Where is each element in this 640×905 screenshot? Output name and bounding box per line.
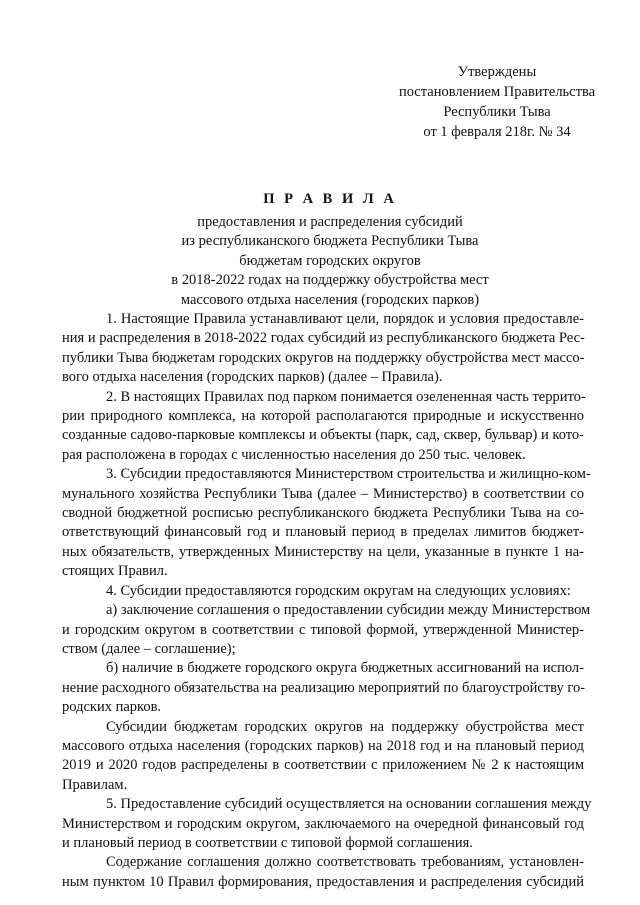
text-line: рии природного комплекса, на которой располагаются природные и искусственно — [62, 408, 584, 425]
text-line: 4. Субсидии предоставляются городским округам на следующих условиях: — [106, 582, 571, 599]
text-line: рая расположена в городах с численностью населения до 250 тыс. человек. — [62, 446, 526, 463]
text-line: 2019 и 2020 годов распределены в соответствии с приложением № 2 к настоящим — [62, 757, 584, 774]
text-line: б) наличие в бюджете городского округа бюджетных ассигнований на испол- — [106, 660, 584, 677]
text-line: ством (далее – соглашение); — [62, 640, 236, 657]
text-line: а) заключение соглашения о предоставлении субсидии между Министерством — [106, 602, 591, 619]
text-line: и плановый период в соответствии с типовой формой соглашения. — [62, 834, 473, 851]
subtitle-line: бюджетам городских округов — [239, 252, 421, 269]
text-line: 1. Настоящие Правила устанавливают цели, порядок и условия предоставле- — [106, 311, 584, 327]
text-line: Содержание соглашения должно соответствовать требованиям, установлен- — [106, 854, 584, 871]
approval-stamp — [392, 62, 602, 142]
text-line: вого отдыха населения (городских парков) (далее – Правила). — [62, 369, 443, 386]
text-line: ответствующий финансовый год и плановый период в пределах лимитов бюджет- — [62, 524, 584, 541]
text-line: 2. В настоящих Правилах под парком понимается озелененная часть террито- — [106, 388, 586, 405]
text-line: родских парков. — [62, 699, 162, 716]
text-line: сводной бюджетной росписью республиканского бюджета Республики Тыва на со- — [62, 505, 584, 522]
text-line: стоящих Правил. — [62, 563, 168, 580]
approval-line: от 1 февраля 218г. № 34 — [423, 124, 571, 140]
text-line: созданные садово-парковые комплексы и объекты (парк, сад, сквер, бульвар) и кото- — [62, 427, 584, 444]
text-line: Министерством и городским округом, заключаемого на очередной финансовый год — [62, 815, 584, 832]
subtitle-line: в 2018-2022 годах на поддержку обустройства мест — [171, 272, 489, 288]
document-body — [62, 310, 592, 892]
text-line: ным пунктом 10 Правил формирования, предоставления и распределения субсидий — [62, 873, 584, 890]
text-line: массового отдыха населения (городских парков) на 2018 год и на плановый период — [62, 737, 584, 754]
approval-line: постановлением Правительства — [398, 84, 596, 100]
subtitle-line: массового отдыха населения (городских парков) — [180, 291, 480, 308]
text-line: нение расходного обязательства на реализацию мероприятий по благоустройству го- — [62, 679, 586, 696]
text-line: 5. Предоставление субсидий осуществляется на основании соглашения между — [106, 796, 592, 813]
document-title: П Р А В И Л А — [263, 191, 397, 207]
subtitle-line: предоставления и распределения субсидий — [197, 213, 463, 230]
approval-line: Республики Тыва — [443, 104, 551, 120]
text-line: ных обязательств, утвержденных Министерству на цели, указанные в пункте 1 на- — [62, 543, 584, 560]
text-line: Субсидии бюджетам городских округов на поддержку обустройства мест — [106, 718, 584, 735]
document-title-block — [80, 190, 580, 310]
text-line: публики Тыва бюджетам городских округов на поддержку обустройства мест массо- — [62, 349, 585, 366]
text-line: и городским округом в соответствии с типовой формой, утвержденной Министер- — [62, 621, 584, 638]
text-line: 3. Субсидии предоставляются Министерством строительства и жилищно-ком- — [106, 466, 591, 483]
subtitle-line: из республиканского бюджета Республики Тыва — [181, 233, 479, 249]
approval-line: Утверждены — [457, 64, 537, 80]
text-line: ния и распределения в 2018-2022 годах субсидий из республиканского бюджета Рес- — [62, 330, 585, 347]
text-line: Правилам. — [62, 776, 128, 793]
text-line: мунального хозяйства Республики Тыва (далее – Министерство) в соответствии со — [62, 485, 584, 502]
